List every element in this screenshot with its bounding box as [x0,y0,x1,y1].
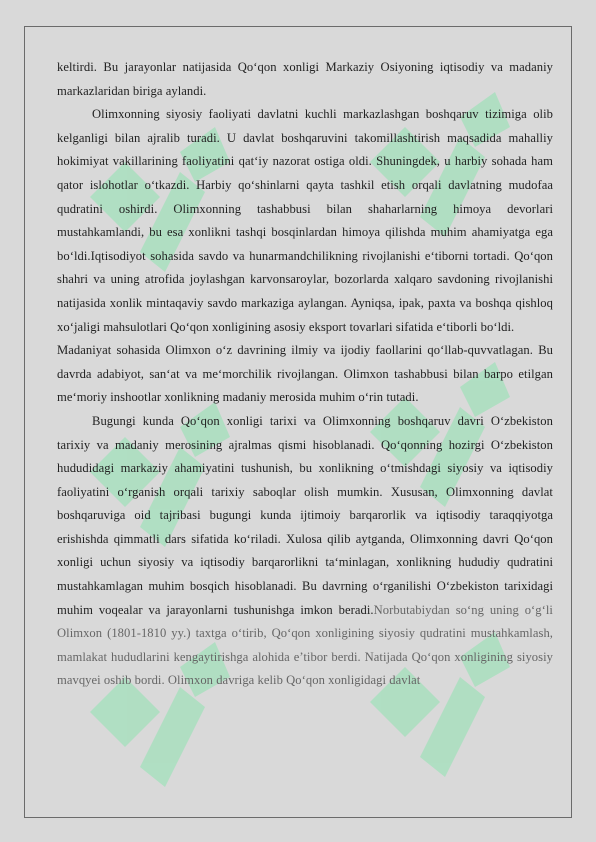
paragraph [57,410,553,693]
paragraph-text: Bugungi kunda Qo‘qon xonligi tarixi va Olimxonning boshqaruv davri O‘zbekiston tarixiy va madaniy merosining ajralmas qismi hisoblanadi. Qo‘qonning hozirgi O‘zbekiston hududidagi markaziy ahamiyatini tushunish, bu xonlikning o‘tmishdagi siyosiy va iqtisodiy faoliyatini o‘rganish orqali tarixiy saboqlar olish mumkin. Xususan, Olimxonning davlat boshqaruviga oid tajribasi bugungi kunda ijtimoiy barqarorlik va iqtisodiy taraqqiyotga erishishda qimmatli dars sifatida ko‘riladi. Xulosa qilib aytganda, Olimxonning davri Qo‘qon xonligi uchun siyosiy va iqtisodiy barqarorlikni ta‘minlagan, xonlikning hududiy qudratini mustahkamlagan muhim bosqich hisoblanadi. Bu davrning o‘rganilishi O‘zbekiston tarixidagi muhim voqealar va jarayonlarni tushunishga imkon beradi. [57,413,553,617]
document-page [24,26,572,818]
paragraph: keltirdi. Bu jarayonlar natijasida Qo‘qon xonligi Markaziy Osiyoning iqtisodiy va madaniy markazlaridan biriga aylandi. [57,60,553,98]
paragraph: Madaniyat sohasida Olimxon o‘z davrining ilmiy va ijodiy faollarini qo‘llab-quvvatlagan. Bu davrda adabiyot, san‘at va me‘morchilik rivojlangan. Olimxon tashabbusi bilan barpo etilgan me‘moriy inshootlar xonlikning madaniy merosida muhim o‘rin tutadi. [57,343,553,405]
paragraph: Olimxonning siyosiy faoliyati davlatni kuchli markazlashgan boshqaruv tizimiga olib kelganligi bilan ajralib turadi. U davlat boshqaruvini takomillashtirish maqsadida mahalliy hokimiyat vakillarining faoliyatini qat‘iy nazorat ostiga oldi. Shuningdek, u harbiy sohada ham qator islohotlar o‘tkazdi. Harbiy qo‘shinlarni qayta tashkil etish orqali davlatning mudofaa qudratini oshirdi. Olimxonning tashabbusi bilan shaharlarning himoya devorlari mustahkamlandi, bu esa xonlikni tashqi bosqinlardan himoya qilishda muhim ahamiyatga ega bo‘ldi.Iqtisodiyot sohasida savdo va hunarmandchilikning rivojlanishi e‘tiborni tortadi. Qo‘qon shahri va uning atrofida joylashgan karvonsaroylar, bozorlarda xalqaro savdoning rivojlanishi natijasida xonlik mintaqaviy savdo markaziga aylangan. Ayniqsa, ipak, paxta va boshqa qishloq xo‘jaligi mahsulotlari Qo‘qon xonligining asosiy eksport tovarlari sifatida e‘tiborli bo‘ldi. [57,107,553,334]
document-body [57,56,553,693]
paragraph-tail-text: Norbutabiydan so‘ng uning o‘g‘li Olimxon (1801-1810 yy.) taxtga o‘tirib, Qo‘qon xonligining siyosiy qudratini mustahkamlash, mamlakat hududlarini kengaytirishga alohida e’tibor berdi. Natijada Qo‘qon xonligining siyosiy mavqyei oshib bordi. Olimxon davriga kelib Qo‘qon xonligidagi davlat [57,602,553,688]
